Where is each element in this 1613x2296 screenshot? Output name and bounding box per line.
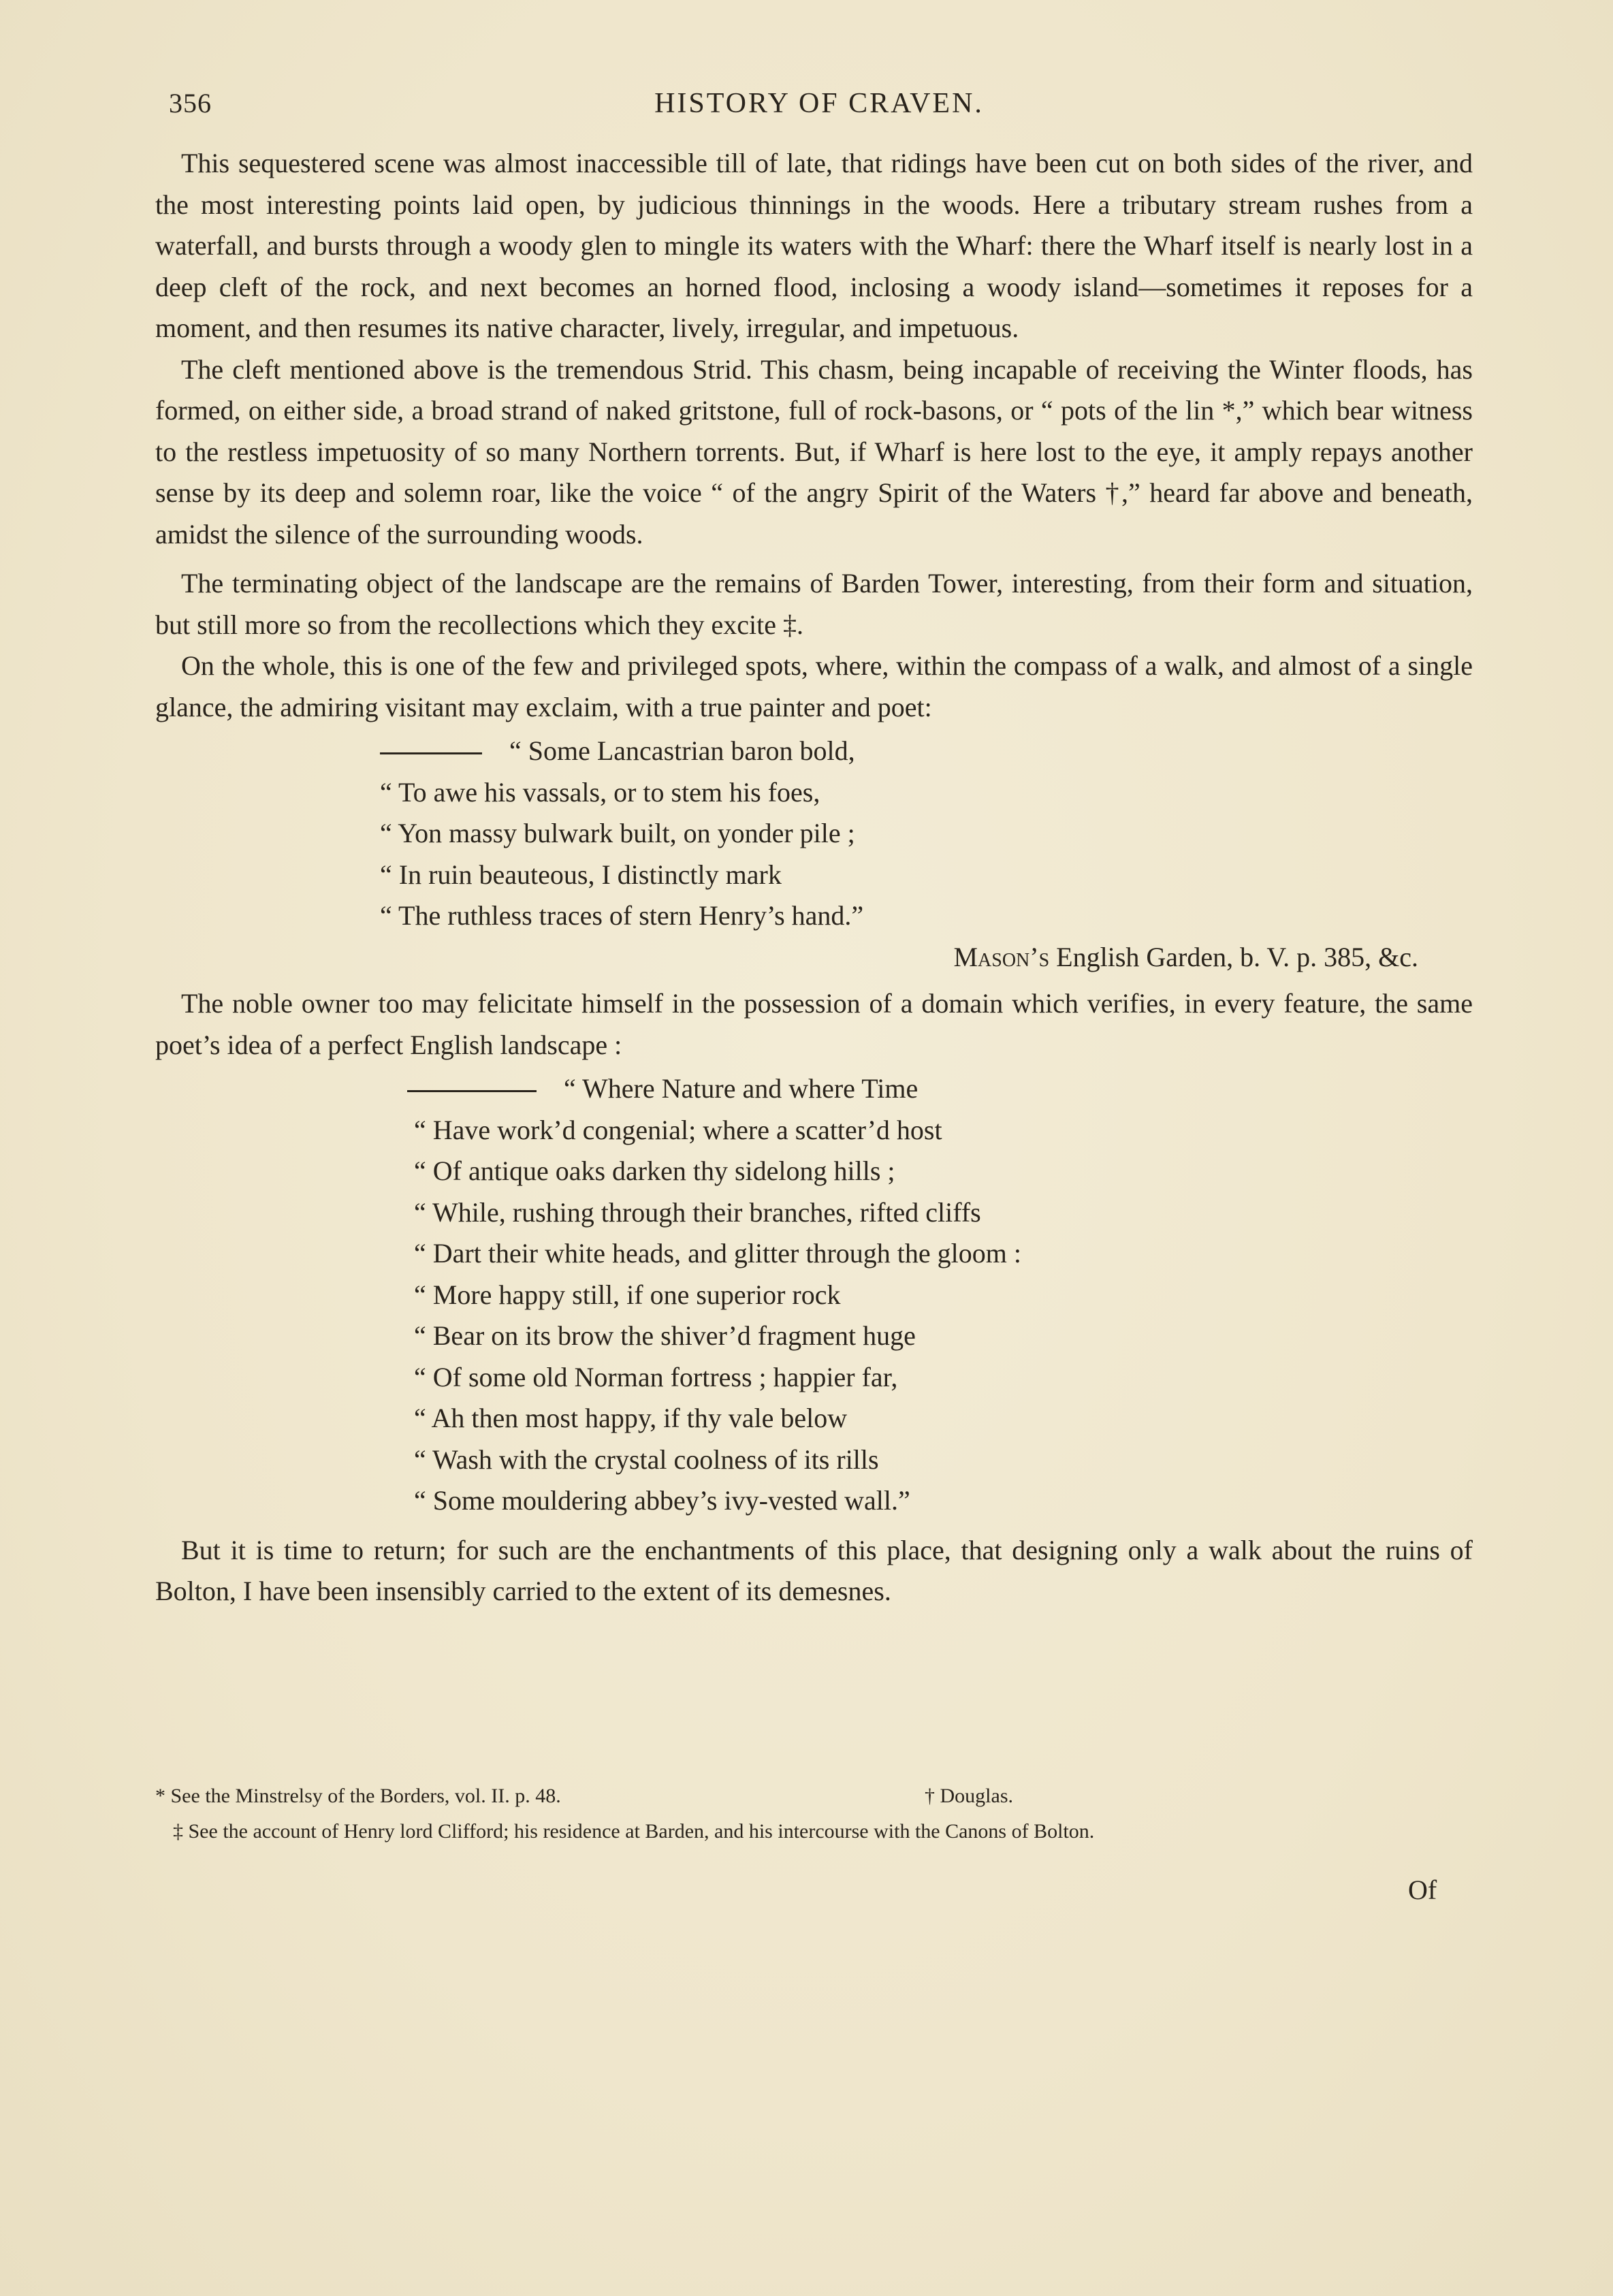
poem-line [155,731,1473,772]
poem-line-text: “ Where Nature and where Time [564,1073,919,1104]
poem-line: “ Have work’d congenial; where a scatter’d host [414,1114,942,1145]
attribution-author: Mason’s [953,941,1050,972]
poem-line: “ To awe his vassals, or to stem his foes, [380,776,820,808]
paragraph-1: This sequestered scene was almost inaccessible till of late, that ridings have been cut on both sides of the river, and the most interesting points laid open, by judicious thinnings in the woods. Here a tributary stream rushes from a waterfall, and bursts through a woody glen to mingle its waters with the Wharf: there the Wharf itself is nearly lost in a deep cleft of the rock, and next becomes an horned flood, inclosing a woody island—sometimes it reposes for a moment, and then resumes its native character, lively, irregular, and impetuous. [155,148,1473,343]
poem-line: “ Ah then most happy, if thy vale below [414,1403,848,1433]
poem-line: “ Some mouldering abbey’s ivy-vested wall.” [414,1485,910,1516]
page-number: 356 [169,88,212,118]
body-text [155,143,1473,1612]
dash-rule [407,1090,537,1092]
footnote-1: * See the Minstrelsy of the Borders, vol. II. p. 48. [155,1785,561,1807]
poem-line [155,1068,1473,1110]
poem-line: “ Of some old Norman fortress ; happier far, [414,1361,898,1392]
poem-quotation-1 [155,731,1473,978]
paragraph-5: The noble owner too may felicitate himself in the possession of a domain which verifies, in every feature, the same poet’s idea of a perfect English landscape : [155,988,1473,1060]
poem-line: “ The ruthless traces of stern Henry’s hand.” [380,900,864,931]
poem-line: “ While, rushing through their branches, rifted cliffs [414,1196,981,1228]
poem-attribution [155,937,1473,978]
footnote-row [155,1779,1473,1814]
poem-line: “ More happy still, if one superior rock [414,1279,841,1310]
running-head: HISTORY OF CRAVEN. [654,88,984,119]
paragraph-3: The terminating object of the landscape are the remains of Barden Tower, interesting, from their form and situation, but still more so from the recollections which they excite ‡. [155,568,1473,640]
footnote-2: † Douglas. [925,1785,1013,1807]
poem-line: “ Wash with the crystal coolness of its rills [414,1444,879,1475]
poem-line: “ Of antique oaks darken thy sidelong hills ; [414,1155,895,1186]
catchword: Of [1408,1875,1437,1905]
attribution-source: English Garden, b. V. p. 385, &c. [1049,941,1418,972]
poem-line: “ In ruin beauteous, I distinctly mark [380,859,782,890]
paragraph-2: The cleft mentioned above is the tremendous Strid. This chasm, being incapable of receiving the Winter floods, has formed, on either side, a broad strand of naked gritstone, full of rock-basons, or “ pots of the lin *,” which bear witness to the restless impetuosity of so many Northern torrents. But, if Wharf is here lost to the eye, it amply repays another sense by its deep and solemn roar, like the voice “ of the angry Spirit of the Waters †,” heard far above and beneath, amidst the silence of the surrounding woods. [155,353,1473,549]
dash-rule [380,752,482,754]
poem-line: “ Yon massy bulwark built, on yonder pile ; [380,818,855,848]
poem-quotation-2 [155,1068,1473,1522]
poem-line: “ Dart their white heads, and glitter through the gloom : [414,1238,1021,1269]
footnote-3: ‡ See the account of Henry lord Clifford; his residence at Barden, and his intercourse with the Canons of Bolton. [173,1820,1095,1843]
page-header [169,87,1469,128]
footnotes [155,1779,1473,1849]
paragraph-6: But it is time to return; for such are the enchantments of this place, that designing only a walk about the ruins of Bolton, I have been insensibly carried to the extent of its demesnes. [155,1534,1473,1606]
poem-line: “ Bear on its brow the shiver’d fragment huge [414,1320,916,1351]
poem-line-text: “ Some Lancastrian baron bold, [509,735,855,766]
paragraph-4: On the whole, this is one of the few and privileged spots, where, within the compass of a walk, and almost of a single glance, the admiring visitant may exclaim, with a true painter and poet: [155,650,1473,722]
